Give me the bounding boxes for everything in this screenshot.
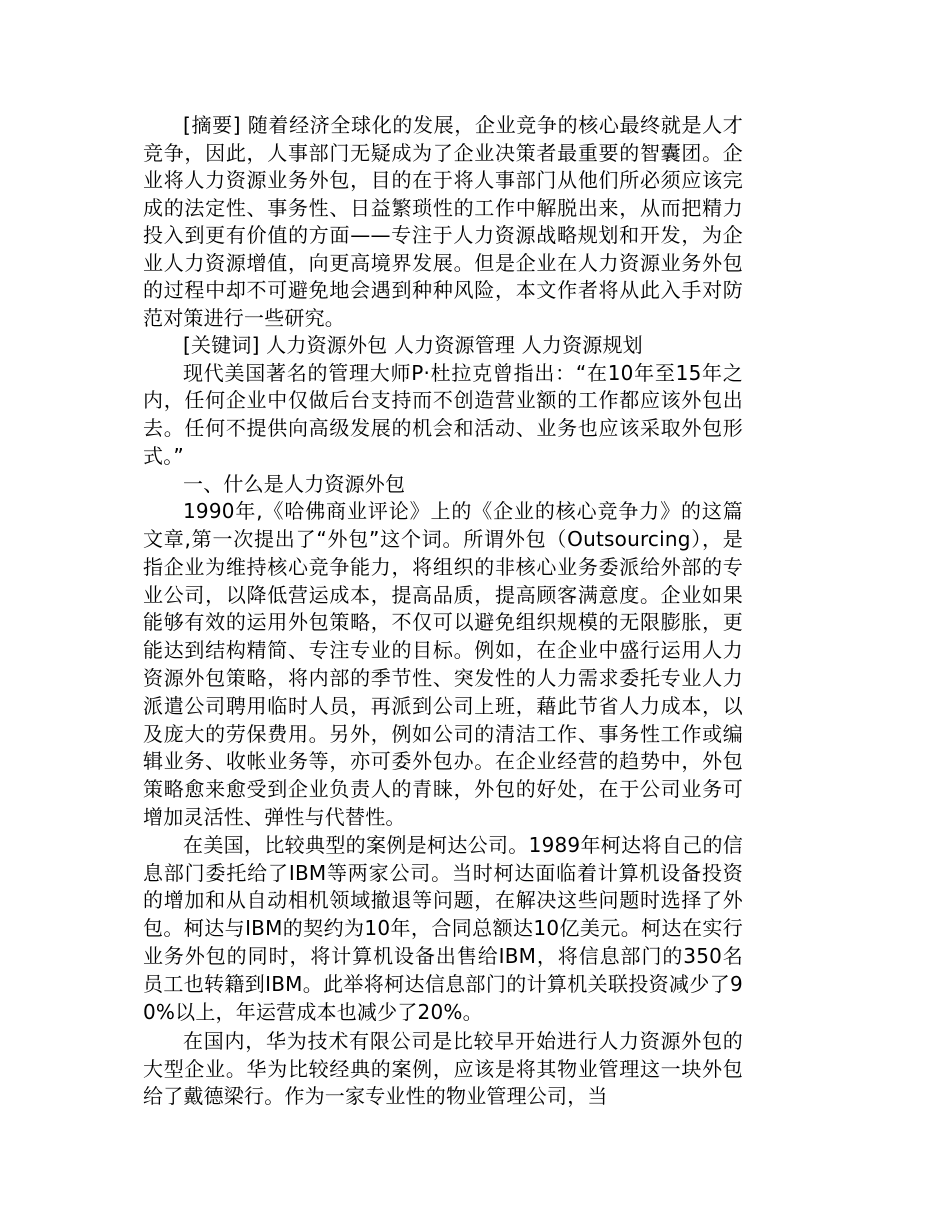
definition-paragraph: 1990年,《哈佛商业评论》上的《企业的核心竞争力》的这篇文章,第一次提出了“外包”这个词。所谓外包（Outsourcing），是指企业为维持核心竞争能力，将组织的非核心业务委派给外部的专业公司，以降低营运成本，提高品质，提高顾客满意度。企业如果能够有效的运用外包策略，不仅可以避免组织规模的无限膨胀，更能达到结构精简、专注专业的目标。例如，在企业中盛行运用人力资源外包策略，将内部的季节性、突发性的人力需求委托专业人力派遣公司聘用临时人员，再派到公司上班，藉此节省人力成本，以及庞大的劳保费用。另外，例如公司的清洁工作、事务性工作或编辑业务、收帐业务等，亦可委外包办。在企业经营的趋势中，外包策略愈来愈受到企业负责人的青睐，外包的好处，在于公司业务可增加灵活性、弹性与代替性。 — [143, 499, 743, 829]
quote-paragraph: 现代美国著名的管理大师P·杜拉克曾指出：“在10年至15年之内，任何企业中仅做后台支持而不创造营业额的工作都应该外包出去。任何不提供向高级发展的机会和活动、业务也应该采取外包形式。” — [143, 360, 743, 468]
document-page — [143, 112, 743, 1111]
abstract-paragraph: [摘要] 随着经济全球化的发展，企业竞争的核心最终就是人才竞争，因此，人事部门无疑成为了企业决策者最重要的智囊团。企业将人力资源业务外包，目的在于将人事部门从他们所必须应该完成的法定性、事务性、日益繁琐性的工作中解脱出来，从而把精力投入到更有价值的方面——专注于人力资源战略规划和开发，为企业人力资源增值，向更高境界发展。但是企业在人力资源业务外包的过程中却不可避免地会遇到种种风险，本文作者将从此入手对防范对策进行一些研究。 — [143, 113, 743, 330]
section-heading: 一、什么是人力资源外包 — [183, 471, 406, 496]
keywords-paragraph: [关键词] 人力资源外包 人力资源管理 人力资源规划 — [183, 333, 643, 357]
kodak-case-paragraph: 在美国，比较典型的案例是柯达公司。1989年柯达将自己的信息部门委托给了IBM等两家公司。当时柯达面临着计算机设备投资的增加和从自动相机领域撤退等问题，在解决这些问题时选择了外包。柯达与IBM的契约为10年，合同总额达10亿美元。柯达在实行业务外包的同时，将计算机设备出售给IBM，将信息部门的350名员工也转籍到IBM。此举将柯达信息部门的计算机关联投资减少了90%以上，年运营成本也减少了20%。 — [143, 832, 743, 1024]
huawei-case-paragraph: 在国内，华为技术有限公司是比较早开始进行人力资源外包的大型企业。华为比较经典的案例，应该是将其物业管理这一块外包给了戴德梁行。作为一家专业性的物业管理公司，当 — [143, 1029, 743, 1109]
